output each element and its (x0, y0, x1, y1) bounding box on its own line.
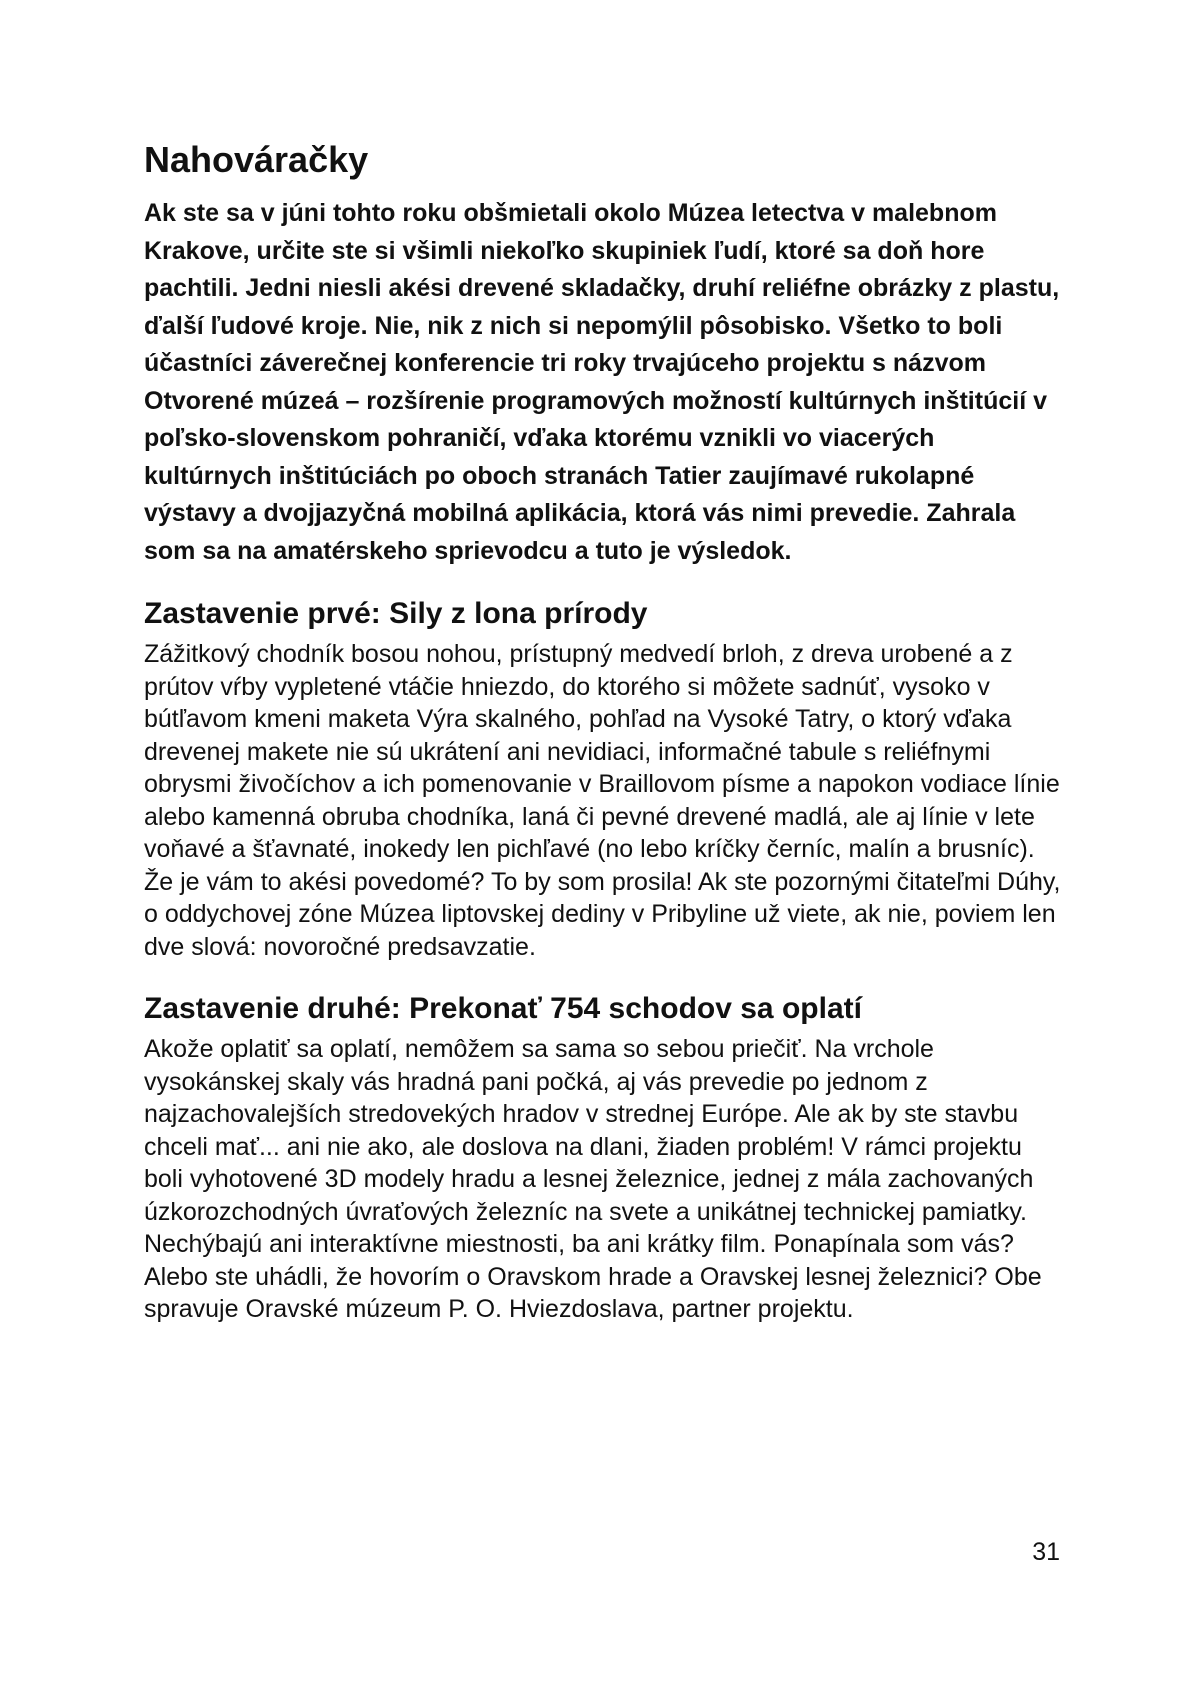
article-title: Nahováračky (144, 139, 369, 180)
section-first-stop (144, 596, 1064, 963)
article (144, 138, 1064, 1354)
section-second-stop (144, 991, 1064, 1326)
page-number: 31 (1032, 1538, 1060, 1566)
section-text: Zážitkový chodník bosou nohou, prístupný medvedí brloh, z dreva urobené a z prútov vŕby vypletené vtáčie hniezdo, do ktorého si môžete sadnúť, vysoko v bútľavom kmeni maketa Výra skalného, pohľad na Vysoké Tatry, o ktorý vďaka drevenej makete nie sú ukrátení ani nevidiaci, informačné tabule s reliéfnymi obrysmi živočíchov a ich pomenovanie v Braillovom písme a napokon vodiace línie alebo kamenná obruba chodníka, laná či pevné drevené madlá, ale aj línie v lete voňavé a šťavnaté, inokedy len pichľavé (no lebo kríčky černíc, malín a brusníc). Že je vám to akési povedomé? To by som prosila! Ak ste pozornými čitateľmi Dúhy, o oddychovej zóne Múzea liptovskej dediny v Pribyline už viete, ak nie, poviem len dve slová: novoročné predsavzatie. (144, 640, 1061, 961)
section-heading: Zastavenie druhé: Prekonať 754 schodov sa oplatí (144, 992, 862, 1026)
section-heading: Zastavenie prvé: Sily z lona prírody (144, 597, 648, 631)
article-lead: Ak ste sa v júni tohto roku obšmietali okolo Múzea letectva v malebnom Krakove, určite ste si všimli niekoľko skupiniek ľudí, ktoré sa doň hore pachtili. Jedni niesli akési drevené skladačky, druhí reliéfne obrázky z plastu, ďalší ľudové kroje. Nie, nik z nich si nepomýlil pôsobisko. Všetko to boli účastníci záverečnej konferencie tri roky trvajúceho projektu s názvom Otvorené múzeá – rozšírenie programových možností kultúrnych inštitúcií v poľsko-slovenskom pohraničí, vďaka ktorému vznikli vo viacerých kultúrnych inštitúciách po oboch stranách Tatier zaujímavé rukolapné výstavy a dvojjazyčná mobilná aplikácia, ktorá vás nimi prevedie. Zahrala som sa na amatérskeho sprievodcu a tuto je výsledok. (144, 199, 1060, 565)
section-text: Akože oplatiť sa oplatí, nemôžem sa sama so sebou priečiť. Na vrchole vysokánskej skaly vás hradná pani počká, aj vás prevedie po jednom z najzachovalejších stredovekých hradov v strednej Európe. Ale ak by ste stavbu chceli mať... ani nie ako, ale doslova na dlani, žiaden problém! V rámci projektu boli vyhotovené 3D modely hradu a lesnej železnice, jednej z mála zachovaných úzkorozchodných úvraťových železníc na svete a unikátnej technickej pamiatky. Nechýbajú ani interaktívne miestnosti, ba ani krátky film. Ponapínala som vás? Alebo ste uhádli, že hovorím o Oravskom hrade a Oravskej lesnej železnici? Obe spravuje Oravské múzeum P. O. Hviezdoslava, partner projektu. (144, 1035, 1042, 1324)
